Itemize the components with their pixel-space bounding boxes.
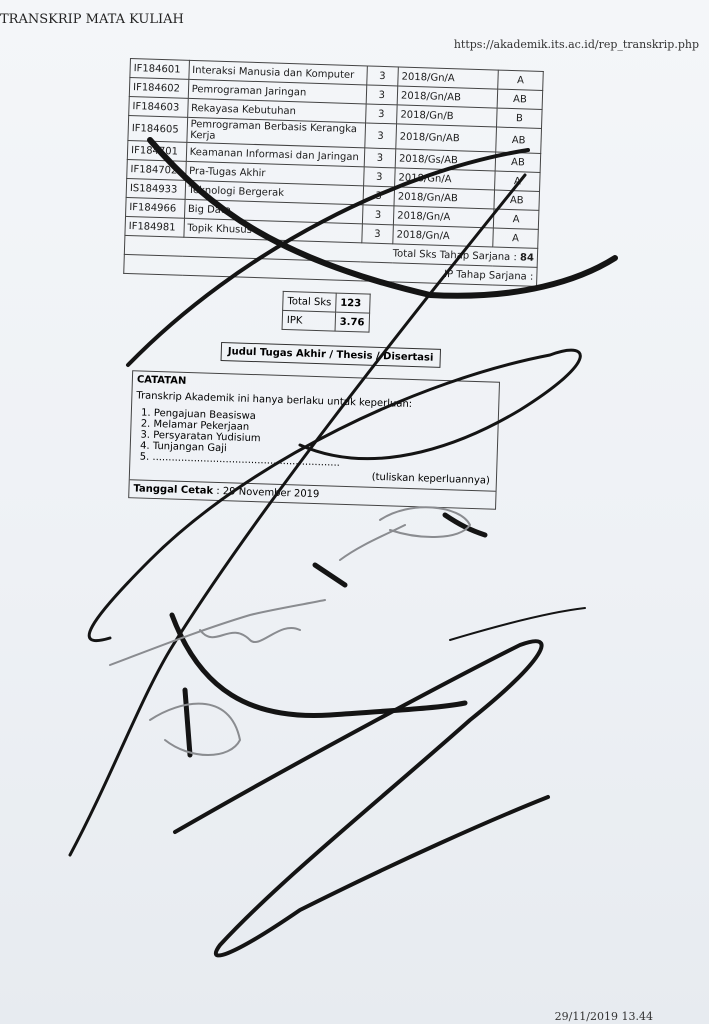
print-date-label: Tanggal Cetak <box>133 483 214 497</box>
course-grade: A <box>493 228 538 248</box>
signature-stroke <box>150 704 240 755</box>
course-semester: 2018/Gs/AB <box>395 149 496 171</box>
transcript-header-title: TRANSKRIP MATA KULIAH <box>0 12 184 27</box>
course-grade: AB <box>497 89 542 109</box>
course-sks: 3 <box>362 205 394 225</box>
purpose-item: 1. Pengajuan Beasiswa <box>154 408 498 430</box>
transcript-document <box>116 58 560 511</box>
course-semester: 2018/Gn/B <box>397 105 498 127</box>
course-name: Teknologi Bergerak <box>185 180 364 205</box>
course-code: IF184701 <box>127 140 186 161</box>
purpose-hint: (tuliskan keperluannya) <box>371 471 491 487</box>
course-grade: A <box>495 171 540 191</box>
ip-label: IP Tahap Sarjana : <box>443 268 534 283</box>
course-code: IF184702 <box>127 159 186 180</box>
course-semester: 2018/Gn/A <box>393 206 494 228</box>
course-semester: 2018/Gn/A <box>395 168 496 190</box>
scribble-stroke <box>450 608 585 640</box>
scribble-stroke <box>445 515 485 535</box>
course-name: Pemrograman Jaringan <box>188 79 367 104</box>
course-name: Keamanan Informasi dan Jaringan <box>186 142 365 167</box>
course-grade: B <box>497 108 542 128</box>
notes-title: CATATAN <box>136 374 187 387</box>
notes-intro: Transkrip Akademik ini hanya berlaku untuk keperluan: <box>136 390 413 411</box>
total-sks-value: 84 <box>519 251 535 264</box>
ipk-label: IPK <box>282 310 335 331</box>
course-semester: 2018/Gn/A <box>398 67 499 89</box>
course-semester: 2018/Gn/AB <box>397 86 498 108</box>
signature-stroke <box>340 525 405 560</box>
footer-timestamp: 29/11/2019 13.44 <box>554 1010 653 1023</box>
course-name: Pemrograman Berbasis Kerangka Kerja <box>187 117 366 148</box>
notes-box <box>128 370 500 509</box>
course-grade: A <box>493 209 538 229</box>
signature-stroke <box>200 628 300 642</box>
scribble-stroke <box>315 565 345 585</box>
course-code: IF184603 <box>129 96 188 117</box>
course-sks: 3 <box>363 186 395 206</box>
course-name: Big Data <box>184 199 363 224</box>
purpose-item: 4. Tunjangan Gaji <box>153 441 497 463</box>
course-name: Rekayasa Kebutuhan <box>187 98 366 123</box>
course-grade: AB <box>495 152 540 172</box>
course-table <box>123 58 544 287</box>
summary-table <box>282 291 371 333</box>
course-semester: 2018/Gn/AB <box>396 124 497 152</box>
course-semester: 2018/Gn/AB <box>394 187 495 209</box>
purpose-item: 2. Melamar Pekerjaan <box>153 419 497 441</box>
course-code: IF184605 <box>128 115 187 142</box>
course-grade: AB <box>496 127 542 153</box>
transcript-url: https://akademik.its.ac.id/rep_transkrip.php <box>453 38 699 51</box>
course-code: IF184966 <box>126 197 185 218</box>
course-code: IF184601 <box>130 59 189 80</box>
purpose-item: 3. Persyaratan Yudisium <box>153 430 497 452</box>
course-sks: 3 <box>365 104 397 124</box>
ipk-value: 3.76 <box>335 312 369 332</box>
course-sks: 3 <box>361 224 393 244</box>
total-sks-summary-value: 123 <box>336 293 370 313</box>
course-code: IF184602 <box>129 78 188 99</box>
signature-stroke <box>110 600 325 665</box>
course-name: Pra-Tugas Akhir <box>185 161 364 186</box>
print-date-value: : 29 November 2019 <box>216 485 320 501</box>
course-sks: 3 <box>364 123 396 149</box>
total-sks-label: Total Sks Tahap Sarjana : <box>392 247 517 263</box>
thesis-title-box: Judul Tugas Akhir / Thesis / Disertasi <box>221 342 441 368</box>
course-grade: AB <box>494 190 539 210</box>
purpose-list <box>152 408 498 474</box>
course-grade: A <box>498 70 543 90</box>
course-semester: 2018/Gn/A <box>393 225 494 247</box>
signature-stroke <box>380 507 470 537</box>
total-sks-summary-label: Total Sks <box>283 291 336 312</box>
course-sks: 3 <box>364 148 396 168</box>
course-code: IS184933 <box>126 178 185 199</box>
purpose-item: 5. ........................................................... <box>152 452 496 474</box>
course-code: IF184981 <box>125 216 184 237</box>
course-sks: 3 <box>366 85 398 105</box>
course-sks: 3 <box>366 66 398 86</box>
course-name: Topik Khusus <box>184 218 363 243</box>
course-name: Interaksi Manusia dan Komputer <box>188 60 367 85</box>
scribble-stroke <box>185 690 190 755</box>
scribble-stroke <box>175 641 548 955</box>
scribble-stroke <box>172 615 465 716</box>
course-sks: 3 <box>363 167 395 187</box>
